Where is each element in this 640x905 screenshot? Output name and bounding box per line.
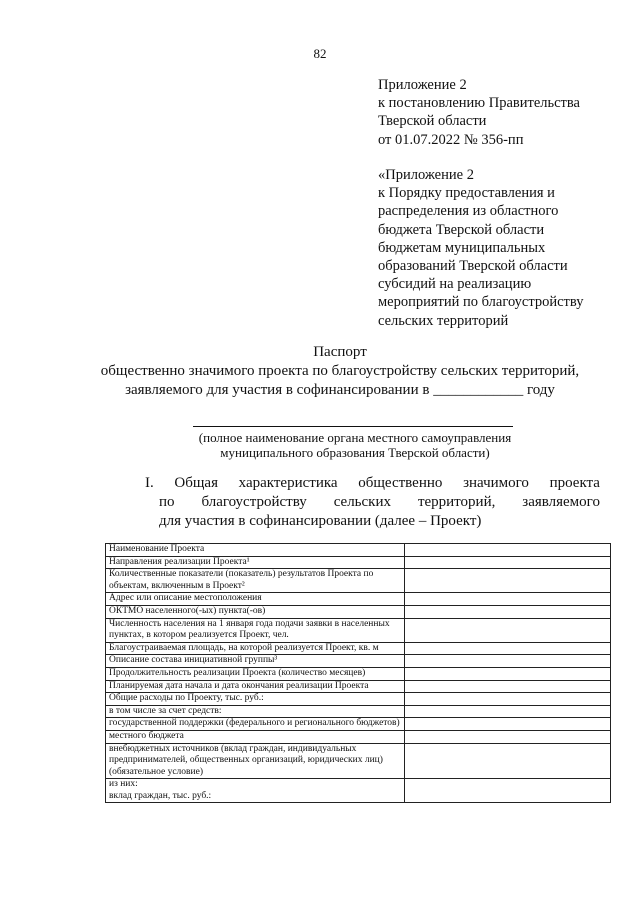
table-row	[106, 693, 611, 706]
section-word: благоустройству	[201, 494, 307, 510]
section-word: заявляемого	[522, 494, 600, 510]
row-label: Наименование Проекта	[106, 544, 405, 557]
row-value-cell[interactable]	[405, 655, 611, 668]
appendix-header-line: Приложение 2	[378, 77, 467, 93]
authority-caption: (полное наименование органа местного самоуправления	[198, 430, 512, 445]
row-label: Адрес или описание местоположения	[106, 593, 405, 606]
passport-subtitle: общественно значимого проекта по благоустройству сельских территорий,	[100, 363, 580, 379]
table-row	[106, 569, 611, 593]
appendix-sub-line: распределения из областного	[378, 203, 559, 220]
table-row	[106, 556, 611, 569]
row-value-cell[interactable]	[405, 743, 611, 779]
table-row	[106, 730, 611, 743]
appendix-sub-line: сельских территорий	[378, 312, 509, 329]
section-word: значимого	[463, 475, 529, 491]
appendix-subheader	[378, 166, 628, 330]
appendix-sub-line: мероприятий по благоустройству	[378, 294, 584, 311]
table-row	[106, 618, 611, 642]
table-row	[106, 605, 611, 618]
appendix-header	[378, 76, 628, 149]
appendix-sub-line: к Порядку предоставления и	[378, 185, 555, 202]
row-value-cell[interactable]	[405, 718, 611, 731]
row-value-cell[interactable]	[405, 569, 611, 593]
table-row	[106, 743, 611, 779]
row-value-cell[interactable]	[405, 605, 611, 618]
row-label: Продолжительность реализации Проекта (количество месяцев)	[106, 667, 405, 680]
table-row	[106, 718, 611, 731]
row-value-cell[interactable]	[405, 693, 611, 706]
authority-name-line	[193, 426, 513, 427]
row-label: Численность населения на 1 января года подачи заявки в населенных пунктах, в котором реализуется Проект, чел.	[106, 618, 405, 642]
row-value-cell[interactable]	[405, 680, 611, 693]
row-label: ОКТМО населенного(-ых) пункта(-ов)	[106, 605, 405, 618]
table-row	[106, 705, 611, 718]
row-label: Описание состава инициативной группы³	[106, 655, 405, 668]
section-number: I.	[145, 475, 154, 491]
appendix-sub-line: субсидий на реализацию	[378, 276, 532, 293]
appendix-header-line: Тверской области	[378, 113, 487, 130]
passport-title: Паспорт	[313, 344, 367, 360]
section-word: Общая	[174, 475, 218, 491]
table-row	[106, 642, 611, 655]
row-value-cell[interactable]	[405, 556, 611, 569]
row-label: из них: вклад граждан, тыс. руб.:	[106, 779, 405, 803]
authority-caption: муниципального образования Тверской области)	[220, 445, 490, 460]
page-number: 82	[313, 46, 327, 61]
row-label: государственной поддержки (федерального и регионального бюджетов)	[106, 718, 405, 731]
row-label: в том числе за счет средств:	[106, 705, 405, 718]
row-label: Направления реализации Проекта¹	[106, 556, 405, 569]
row-value-cell[interactable]	[405, 667, 611, 680]
table-row	[106, 544, 611, 557]
row-value-cell[interactable]	[405, 618, 611, 642]
table-row	[106, 655, 611, 668]
row-label: Благоустраиваемая площадь, на которой реализуется Проект, кв. м	[106, 642, 405, 655]
row-label: Количественные показатели (показатель) результатов Проекта по объектам, включенным в Проект²	[106, 569, 405, 593]
section-word: по	[159, 494, 175, 510]
appendix-sub-line: бюджета Тверской области	[378, 221, 545, 238]
passport-subtitle-year: заявляемого для участия в софинансировании в ____________ году	[125, 382, 555, 398]
table-row	[106, 779, 611, 803]
section-word: характеристика	[238, 475, 338, 491]
appendix-sub-line: образований Тверской области	[378, 258, 568, 275]
row-value-cell[interactable]	[405, 642, 611, 655]
row-value-cell[interactable]	[405, 593, 611, 606]
appendix-sub-line: бюджетам муниципальных	[378, 239, 546, 256]
section-word: общественно	[358, 475, 443, 491]
appendix-sub-line: «Приложение 2	[378, 167, 474, 183]
table-row	[106, 680, 611, 693]
table-row	[106, 667, 611, 680]
appendix-header-line: к постановлению Правительства	[378, 95, 580, 112]
appendix-header-line: от 01.07.2022 № 356-пп	[378, 131, 524, 148]
row-label: внебюджетных источников (вклад граждан, индивидуальных предпринимателей, общественных организаций, юридических лиц) (обязательное условие)	[106, 743, 405, 779]
project-passport-table	[105, 543, 611, 803]
section-heading-line2	[145, 493, 600, 512]
section-word: сельских	[333, 494, 392, 510]
row-value-cell[interactable]	[405, 705, 611, 718]
section-heading	[145, 474, 600, 493]
section-word: проекта	[549, 475, 600, 491]
section-heading-line3: для участия в софинансировании (далее – Проект)	[159, 513, 482, 529]
row-label: Общие расходы по Проекту, тыс. руб.:	[106, 693, 405, 706]
table-row	[106, 593, 611, 606]
row-value-cell[interactable]	[405, 779, 611, 803]
row-value-cell[interactable]	[405, 544, 611, 557]
row-value-cell[interactable]	[405, 730, 611, 743]
section-word: территорий,	[417, 494, 496, 510]
row-label: Планируемая дата начала и дата окончания реализации Проекта	[106, 680, 405, 693]
row-label: местного бюджета	[106, 730, 405, 743]
